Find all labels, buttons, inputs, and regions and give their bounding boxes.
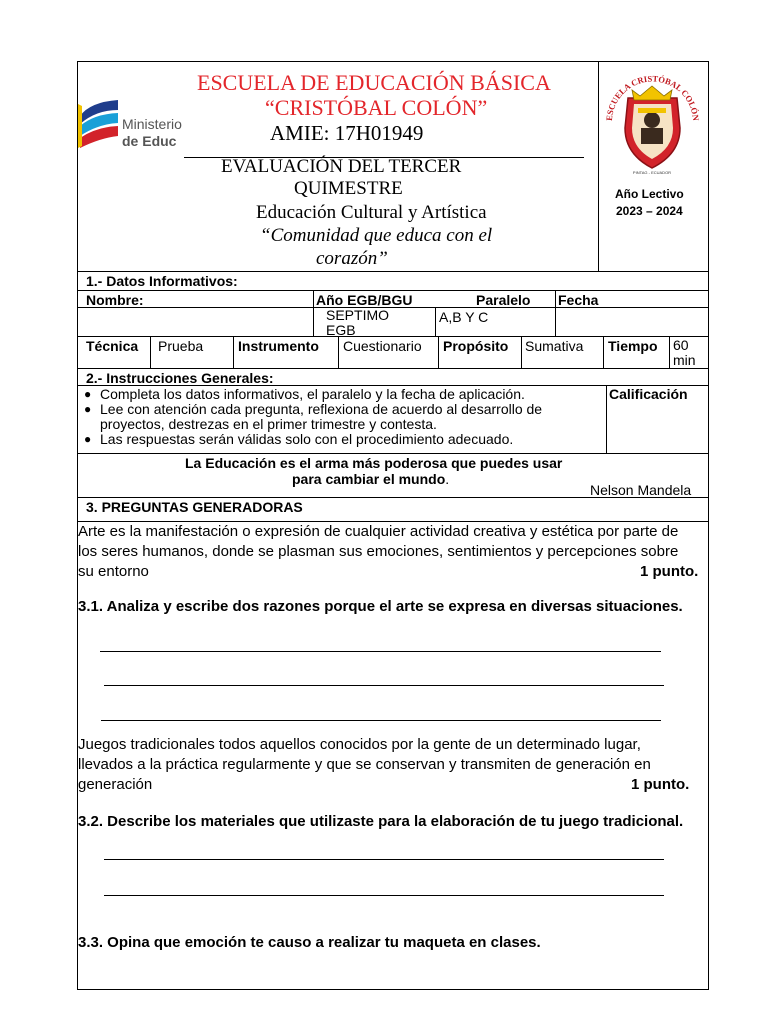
year-label: Año EGB/BGU — [316, 292, 413, 308]
date-field[interactable] — [556, 308, 708, 336]
instruction-item: ● Las respuestas serán válidas solo con el procedimiento adecuado. — [80, 432, 600, 447]
answer-line[interactable] — [100, 651, 661, 652]
info-divider — [313, 290, 314, 336]
eval-title-line1: EVALUACIÓN DEL TERCER — [221, 156, 462, 177]
quote-author: Nelson Mandela — [590, 482, 692, 498]
quote-line2-period: . — [445, 471, 450, 487]
row-line — [77, 271, 709, 272]
instrumento-label: Instrumento — [238, 338, 319, 354]
school-seal-icon — [600, 68, 705, 176]
tech-divider — [338, 336, 339, 368]
outer-border-bottom — [77, 989, 709, 990]
date-label: Fecha — [558, 292, 599, 308]
svg-text:PINTAG - ECUADOR: PINTAG - ECUADOR — [632, 170, 672, 175]
tech-divider — [521, 336, 522, 368]
eval-title-line2: QUIMESTRE — [294, 178, 403, 199]
motto-line2: corazón” — [316, 248, 388, 269]
name-field[interactable] — [78, 308, 313, 336]
instruction-item: ● Completa los datos informativos, el paralelo y la fecha de aplicación. — [80, 387, 600, 402]
tech-divider — [150, 336, 151, 368]
points2: 1 punto. — [631, 776, 690, 793]
section-title-questions: 3. PREGUNTAS GENERADORAS — [86, 499, 303, 515]
row-line — [77, 368, 709, 369]
answer-line[interactable] — [104, 859, 664, 860]
ministry-logo-text-1: Ministerio — [122, 116, 182, 132]
grade-field[interactable] — [607, 404, 707, 452]
intro2-line3: generación — [78, 776, 153, 793]
question-3: 3.3. Opina que emoción te causo a realizar tu maqueta en clases. — [78, 934, 541, 951]
tiempo-label: Tiempo — [608, 338, 658, 354]
quote-line2 — [292, 471, 449, 487]
grade-label: Calificación — [609, 386, 688, 402]
tiempo-value-line1: 60 — [673, 337, 689, 353]
header-divider — [598, 61, 599, 271]
answer-line[interactable] — [104, 895, 664, 896]
tecnica-label: Técnica — [86, 338, 139, 354]
question-1: 3.1. Analiza y escribe dos razones porque el arte se expresa en diversas situaciones. — [78, 598, 683, 615]
instrumento-value: Cuestionario — [343, 338, 422, 354]
row-line — [77, 336, 709, 337]
school-year-label: Año Lectivo — [615, 187, 684, 201]
proposito-value: Sumativa — [525, 338, 584, 354]
name-label: Nombre: — [86, 292, 144, 308]
school-name-line2: “CRISTÓBAL COLÓN” — [265, 95, 488, 120]
school-name-line1: ESCUELA DE EDUCACIÓN BÁSICA — [197, 70, 551, 95]
intro2-line2: llevados a la práctica regularmente y que se conservan y transmiten de generación en — [78, 756, 651, 773]
instruction-item: ● Lee con atención cada pregunta, reflexiona de acuerdo al desarrollo de proyectos, destrezas en el primer trimestre y contesta. — [80, 402, 600, 432]
answer-line[interactable] — [101, 720, 661, 721]
proposito-label: Propósito — [443, 338, 509, 354]
quote-line2-text: para cambiar el mundo — [292, 471, 446, 487]
parallel-value: A,B Y C — [439, 309, 489, 325]
school-seal — [600, 68, 705, 176]
outer-border-right — [708, 61, 709, 990]
info-divider — [435, 307, 436, 336]
row-line — [77, 453, 709, 454]
ministry-logo — [78, 96, 182, 152]
tecnica-value: Prueba — [158, 338, 204, 354]
school-year-value: 2023 – 2024 — [616, 204, 683, 218]
amie-code: AMIE: 17H01949 — [270, 121, 424, 145]
tech-divider — [438, 336, 439, 368]
tech-divider — [669, 336, 670, 368]
points1: 1 punto. — [640, 563, 699, 580]
ministry-logo-text-2: de Educ — [122, 133, 177, 149]
row-line — [77, 290, 709, 291]
section-title-info: 1.- Datos Informativos: — [86, 273, 238, 289]
intro2-line1: Juegos tradicionales todos aquellos conocidos por la gente de un determinado lugar, — [78, 736, 641, 753]
parallel-label: Paralelo — [476, 292, 531, 308]
section-title-instructions: 2.- Instrucciones Generales: — [86, 370, 274, 386]
instructions-list — [80, 387, 600, 447]
tiempo-value-line2: min — [673, 352, 696, 368]
year-value-line2: EGB — [326, 322, 356, 338]
tech-divider — [603, 336, 604, 368]
quote-line1: La Educación es el arma más poderosa que puedes usar — [185, 455, 563, 471]
answer-line[interactable] — [104, 685, 664, 686]
subject-name: Educación Cultural y Artística — [256, 202, 487, 223]
intro1-line3: su entorno — [78, 563, 149, 580]
question-2: 3.2. Describe los materiales que utilizaste para la elaboración de tu juego tradicional. — [78, 813, 684, 830]
year-value-line1: SEPTIMO — [326, 307, 390, 323]
tech-divider — [233, 336, 234, 368]
motto-line1: “Comunidad que educa con el — [260, 225, 493, 246]
intro1-line2: los seres humanos, donde se plasman sus emociones, sentimientos y percepciones sobre — [78, 543, 679, 560]
outer-border-top — [77, 61, 709, 62]
svg-text:ESCUELA CRISTÓBAL COLÓN: ESCUELA CRISTÓBAL COLÓN — [603, 73, 702, 122]
intro1-line1: Arte es la manifestación o expresión de cualquier actividad creativa y estética por parte de — [78, 523, 679, 540]
